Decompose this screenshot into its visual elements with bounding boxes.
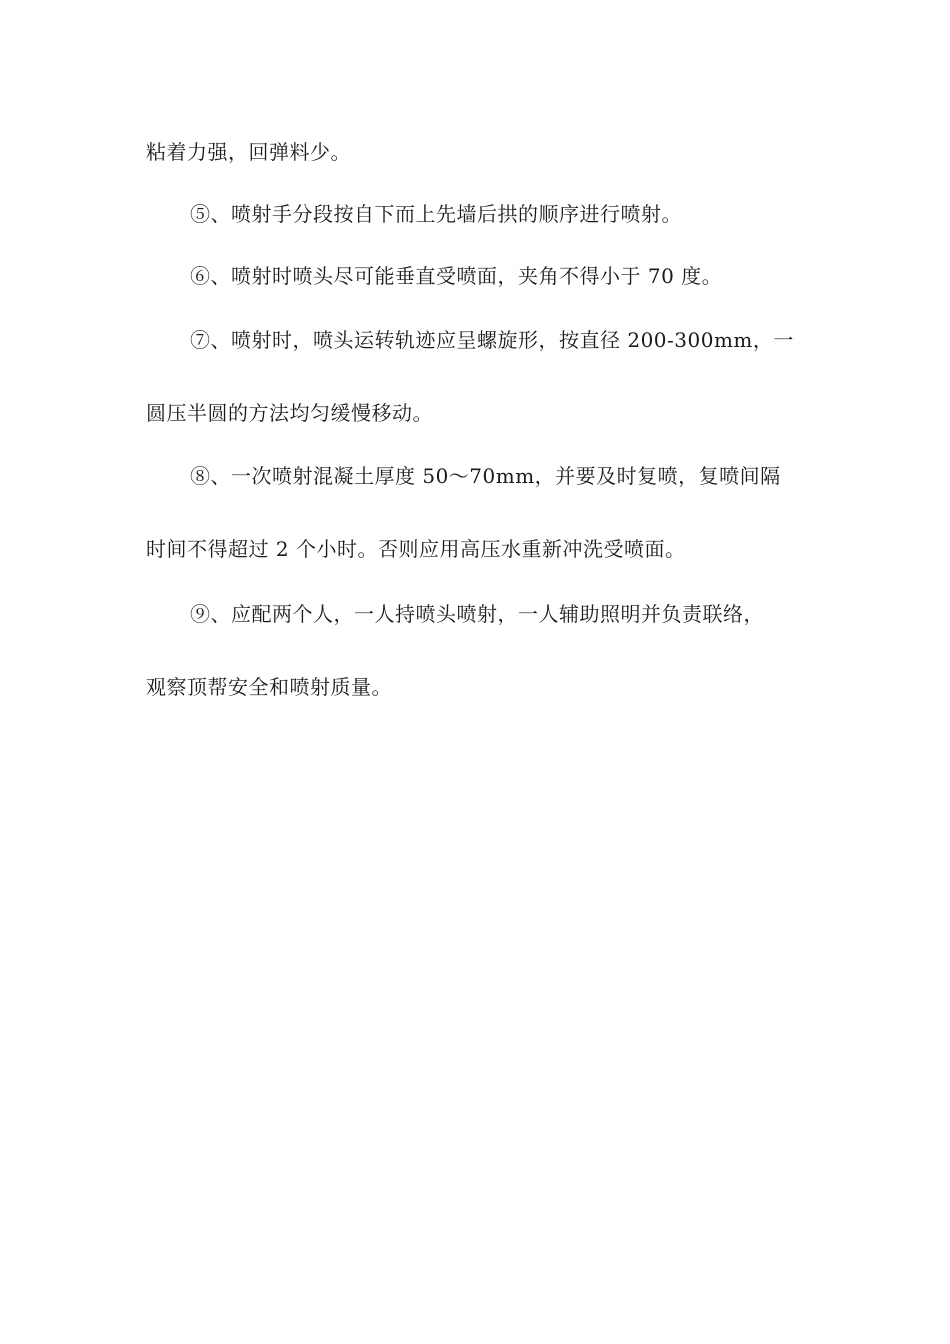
text-line-item-7-cont: 圆压半圆的方法均匀缓慢移动。 [146, 401, 433, 425]
text-line-item-8: ⑧、一次喷射混凝土厚度 50～70mm，并要及时复喷，复喷间隔 [190, 464, 781, 488]
text-line-continuation: 粘着力强，回弹料少。 [146, 140, 351, 164]
text-line-item-9: ⑨、应配两个人，一人持喷头喷射，一人辅助照明并负责联络， [190, 602, 764, 626]
text-line-item-5: ⑤、喷射手分段按自下而上先墙后拱的顺序进行喷射。 [190, 202, 682, 226]
text-line-item-9-cont: 观察顶帮安全和喷射质量。 [146, 675, 392, 699]
text-line-item-8-cont: 时间不得超过 2 个小时。否则应用高压水重新冲洗受喷面。 [146, 537, 686, 561]
text-line-item-7: ⑦、喷射时，喷头运转轨迹应呈螺旋形，按直径 200-300mm，一 [190, 328, 794, 352]
text-line-item-6: ⑥、喷射时喷头尽可能垂直受喷面，夹角不得小于 70 度。 [190, 264, 723, 288]
